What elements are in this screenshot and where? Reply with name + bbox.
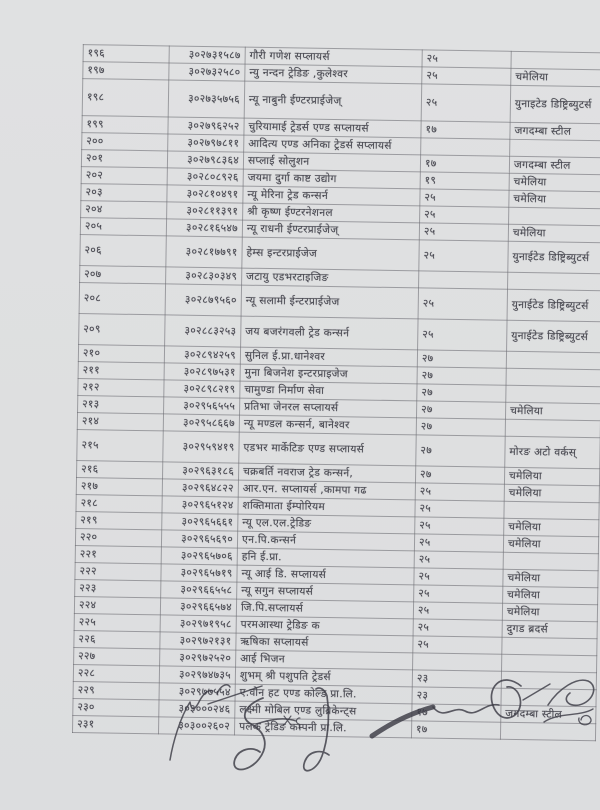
cell-val: २७ (416, 401, 505, 419)
cell-reg: ३०२८१०४९१ (167, 185, 243, 203)
cell-dist: युनाईटेड डिष्ट्रिब्युटर्स (507, 289, 600, 321)
cell-val: १७ (412, 704, 501, 722)
cell-dist: युनाइटेड डिष्ट्रिब्युटर्स (510, 85, 600, 123)
cell-sn: २१९ (76, 512, 162, 530)
cell-name: न्यू एल.एल.ट्रेडिङ (238, 514, 415, 534)
cell-sn: २१५ (77, 430, 163, 462)
cell-reg: ३०२९७४७३५ (159, 666, 235, 684)
cell-dist: चमेलिया (504, 467, 599, 485)
cell-sn: १९८ (82, 79, 169, 117)
cell-dist: चमेलिया (509, 173, 600, 191)
cell-reg: ३०३००२६०२ (158, 717, 234, 735)
cell-sn: २१० (78, 345, 164, 363)
cell-name: न्यू सगुन सप्लायर्स (237, 582, 414, 602)
cell-val: २५ (413, 636, 502, 654)
cell-val: १७ (420, 155, 509, 173)
cell-val: २५ (420, 206, 509, 224)
cell-dist: चमेलिया (509, 190, 600, 208)
cell-reg: ३०२७३२५८० (169, 63, 245, 81)
cell-reg: ३०२९७७५५४ (159, 683, 235, 701)
cell-sn: २२३ (75, 580, 161, 598)
cell-dist: चमेलिया (502, 603, 597, 621)
cell-dist: युनाईटेड डिष्ट्रिब्युटर्स (507, 320, 600, 352)
registry-table (72, 44, 600, 741)
signature-loop (579, 715, 591, 724)
cell-val: २५ (415, 483, 504, 501)
cell-name: आदित्य एण्ड अनिका ट्रेडर्स सप्लायर्स (244, 135, 421, 155)
cell-dist: चमेलिया (503, 586, 598, 604)
cell-val: २५ (413, 619, 502, 637)
tiny-x-mark (284, 716, 291, 725)
handwriting-mark (217, 685, 230, 694)
cell-dist: युनाईटेड डिष्ट्रिब्युटर्स (508, 241, 600, 273)
cell-reg: ३०२८७९५६० (165, 284, 241, 316)
cell-name: न्यू सलामी ईन्टरप्राईजेज (241, 285, 418, 319)
cell-val: २५ (413, 602, 502, 620)
cell-name: ए.वोन हट एण्ड कोल्ड प्रा.लि. (235, 684, 412, 704)
signature-wave (433, 705, 499, 713)
cell-dist: चमेलिया (504, 518, 599, 536)
cell-sn: २०१ (81, 150, 167, 168)
cell-name: सप्लाई सोलुशन (243, 152, 420, 172)
cell-val: २५ (422, 50, 511, 68)
cell-sn: २२६ (74, 631, 160, 649)
cell-val: २५ (418, 288, 507, 320)
cell-dist (506, 368, 600, 386)
cell-name: जि.पि.सप्लायर्स (236, 599, 413, 619)
cell-name: श्री कृष्ण ईण्टरनेशनल (243, 203, 420, 223)
cell-dist (504, 501, 599, 519)
cell-val (421, 138, 510, 156)
cell-val: १७ (411, 721, 500, 739)
cell-name: परमआस्था ट्रेडिङ क (236, 616, 413, 636)
cell-dist: चमेलिया (503, 535, 598, 553)
cell-sn: १९७ (83, 62, 169, 80)
cell-val: २५ (414, 534, 503, 552)
cell-sn: २११ (78, 362, 164, 380)
cell-reg: ३०२९५६५५५ (164, 397, 240, 415)
cell-dist: जगदम्बा स्टील (501, 705, 596, 723)
signature-ink (100, 660, 600, 810)
cell-name: न्यू आई डि. सप्लायर्स (237, 565, 414, 585)
cell-dist (506, 351, 600, 369)
cell-sn: २२८ (73, 665, 159, 683)
cell-val: २७ (417, 384, 506, 402)
cell-dist: चमेलिया (504, 484, 599, 502)
cell-dist: चमेलिया (511, 68, 600, 86)
cell-name: पलक ट्रेडिङ कम्पनी प्रा.लि. (234, 718, 411, 738)
cell-name: जय बजरंगवली ट्रेड कन्सर्न (241, 316, 418, 350)
cell-val: २५ (422, 67, 511, 85)
cell-dist (511, 51, 600, 69)
cell-val: २५ (419, 223, 508, 241)
cell-val: २३ (412, 687, 501, 705)
cell-name: एन.पि.कन्सर्न (237, 531, 414, 551)
cell-val: २५ (414, 551, 503, 569)
cell-val: २७ (416, 418, 505, 436)
table-body (73, 45, 600, 741)
cell-sn: २२७ (74, 648, 160, 666)
cell-reg: ३०२८३०३४९ (166, 267, 242, 285)
cell-dist (502, 637, 597, 655)
cell-dist (508, 272, 600, 290)
cell-name: न्यु नन्दन ट्रेडिङ ,कुलेश्वर (245, 64, 422, 84)
signature-flourish (304, 688, 329, 771)
cell-dist: जगदम्बा स्टील (509, 156, 600, 174)
cell-reg: ३०२८१६५४७ (166, 219, 242, 237)
cell-name: आर.एन. सप्लायर्स ,कामपा गढ (238, 480, 415, 500)
cell-name: चक्रबर्ति नवराज ट्रेड कन्सर्न, (238, 463, 415, 483)
pen-stroke (208, 686, 262, 704)
cell-sn: २१४ (77, 413, 163, 431)
cell-name: न्यू मेरिना ट्रेड कन्सर्न (243, 186, 420, 206)
cell-sn: २१३ (78, 396, 164, 414)
cell-name: जयमा दुर्गा काष्ट उद्योग (243, 169, 420, 189)
cell-reg: ३०२९६५७०६ (161, 547, 237, 565)
cell-dist (509, 207, 600, 225)
cell-val: १७ (421, 121, 510, 139)
cell-reg: ३०२९५९४१९ (163, 431, 239, 463)
cell-reg: ३०२८९८२१९ (164, 380, 240, 398)
cell-reg: ३०२९६५६९० (161, 530, 237, 548)
cell-name: न्यू नाबुनी ईण्टरप्राईजेज् (244, 81, 422, 121)
cell-sn: २२४ (74, 597, 160, 615)
cell-sn: २०३ (81, 184, 167, 202)
cell-dist: चमेलिया (508, 224, 600, 242)
cell-reg: ३०२७९८३६४ (167, 151, 243, 169)
cell-reg: ३०२७३५७५६ (168, 80, 245, 118)
cell-val: २५ (415, 517, 504, 535)
cell-name: जटायु एडभरटाइजिङ (242, 268, 419, 288)
cell-val: २७ (417, 367, 506, 385)
cell-reg: ३०२९६६५७४ (160, 598, 236, 616)
cell-sn: २१२ (78, 379, 164, 397)
cell-name: आई भिजन (236, 650, 413, 670)
cell-name: शक्तिमाता ईम्पोरियम (238, 497, 415, 517)
cell-reg: ३०२९६५७१९ (161, 564, 237, 582)
cell-val: १९ (420, 172, 509, 190)
cell-reg: ३०२९६५६६१ (162, 513, 238, 531)
cell-val: २७ (417, 350, 506, 368)
cell-sn: १९९ (82, 116, 168, 134)
cell-reg: ३०२८१७७९१ (166, 236, 242, 268)
cell-name: प्रतिभा जेनरल सप्लायर्स (240, 398, 417, 418)
cell-sn: २०० (82, 133, 168, 151)
cell-name: एडभर मार्केटिङ एण्ड सप्लायर्स (239, 432, 416, 466)
cell-sn: २२५ (74, 614, 160, 632)
cell-sn: २०४ (81, 201, 167, 219)
cell-sn: २१८ (76, 495, 162, 513)
handwriting-mark (170, 690, 213, 760)
cell-sn: २१६ (77, 461, 163, 479)
cell-name: लक्ष्मी मोबिल एण्ड लुब्रिकेन्ट्स (235, 701, 412, 721)
cell-reg: ३०२८९४२५९ (164, 346, 240, 364)
cell-val (419, 271, 508, 289)
cell-val: २७ (416, 435, 505, 467)
cell-sn: २२० (75, 529, 161, 547)
cell-reg: ३०२९६५१२४ (162, 496, 238, 514)
cell-sn: २३१ (73, 716, 159, 734)
cell-name: शुभम् श्री पशुपति ट्रेडर्स (235, 667, 412, 687)
cell-val: २५ (418, 319, 507, 351)
cell-reg: ३०२८०८९२६ (167, 168, 243, 186)
cell-reg: ३०२९६४८२२ (162, 479, 238, 497)
cell-val: २५ (419, 240, 508, 272)
cell-name: हनि ई.प्रा. (237, 548, 414, 568)
pen-stroke (523, 684, 550, 700)
cell-dist: चमेलिया (503, 569, 598, 587)
cell-dist: दुगड ब्रदर्स (502, 620, 597, 638)
cell-dist: मोरङ अटो वर्कस् (505, 436, 600, 468)
cell-name: ऋषिका सप्लायर्स (236, 633, 413, 653)
cell-dist: चमेलिया (505, 402, 600, 420)
signature-bold-stroke (372, 707, 433, 736)
cell-name: मुना बिजनेश इन्टरप्राइजेज (240, 364, 417, 384)
cell-name: चुरियामाई ट्रेडर्स एण्ड सप्लायर्स (244, 118, 421, 138)
signature-oval (491, 680, 521, 718)
cell-reg: ३०२९७२१३१ (160, 632, 236, 650)
cell-val: २५ (421, 84, 511, 122)
cell-reg: ३०२९५८६६७ (163, 414, 239, 432)
cell-sn: २०५ (80, 218, 166, 236)
cell-val: २५ (414, 568, 503, 586)
cell-name: चामुण्डा निर्माण सेवा (240, 381, 417, 401)
cell-reg: ३०२९७२५२० (160, 649, 236, 667)
cell-reg: ३०२९७१९५८ (160, 615, 236, 633)
cell-val: २३ (412, 670, 501, 688)
cell-sn: २०९ (79, 314, 165, 346)
cell-sn: २०६ (80, 235, 166, 267)
cell-dist (506, 385, 600, 403)
cell-sn: २०७ (80, 266, 166, 284)
cell-reg: ३०२७९६२५२ (168, 117, 244, 135)
cell-reg: ३०२७३१५८७ (169, 46, 245, 64)
cell-name: सुनिल ई.प्रा.धानेश्वर (240, 347, 417, 367)
cell-reg: ३०२८९७५३१ (164, 363, 240, 381)
cell-sn: २२१ (75, 546, 161, 564)
cell-sn: २०२ (81, 167, 167, 185)
cell-reg: ३०२९६३१८६ (163, 462, 239, 480)
cell-dist (503, 552, 598, 570)
cell-sn: २०८ (79, 283, 165, 315)
cell-dist (505, 419, 600, 437)
cell-dist: जगदम्बा स्टील (510, 122, 600, 140)
signature-flourish (234, 698, 265, 770)
cell-val: २७ (415, 466, 504, 484)
cell-reg: ३०३०००२४६ (159, 700, 235, 718)
cell-sn: २१७ (76, 478, 162, 496)
cell-name: न्यू राधनी ईण्टरप्राईजेज् (242, 220, 419, 240)
registry-table-wrap (72, 44, 600, 741)
cell-dist (510, 139, 600, 157)
cell-sn: १९६ (83, 45, 169, 63)
cell-reg: ३०२८११३९१ (167, 202, 243, 220)
cell-sn: २२९ (73, 682, 159, 700)
cell-name: हेम्स इन्टरप्राईजेज (242, 237, 419, 271)
cell-reg: ३०२९६६५५८ (161, 581, 237, 599)
cell-name: न्यू मण्डल कन्सर्न, बानेश्वर (239, 415, 416, 435)
cell-reg: ३०२८८३२५३ (165, 315, 241, 347)
cell-sn: २२२ (75, 563, 161, 581)
signature-flourish (548, 680, 594, 705)
cell-val: २५ (415, 500, 504, 518)
cell-val: २५ (414, 585, 503, 603)
tiny-9-mark (296, 718, 300, 730)
cell-name: गौरी गणेश सप्लायर्स (245, 47, 422, 67)
cell-val: २५ (420, 189, 509, 207)
cell-reg: ३०२७९७८११ (168, 134, 244, 152)
cell-sn: २३० (73, 699, 159, 717)
